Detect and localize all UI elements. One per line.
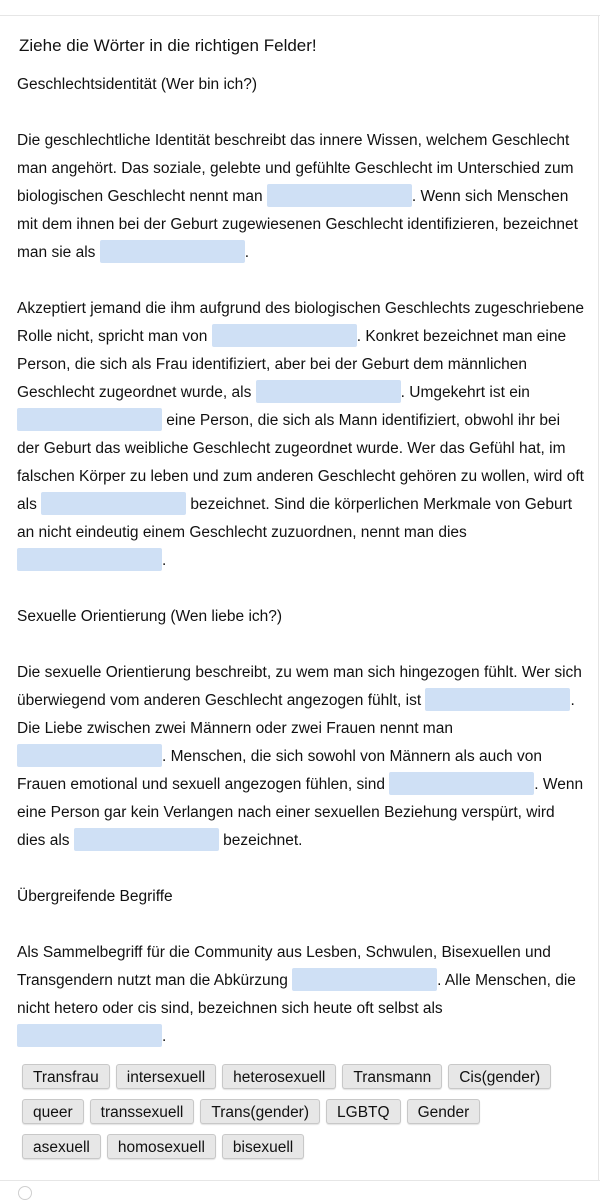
text-segment: . Die Liebe zwischen zwei Männern oder zwei Frauen nennt man <box>17 692 575 737</box>
text-segment: . Menschen, die sich sowohl von Männern als auch von Frauen emotional und sexuell angezogen fühlen, sind <box>17 748 542 793</box>
drop-gap-3[interactable] <box>212 324 357 347</box>
circle-icon <box>18 1186 32 1200</box>
top-border <box>0 0 600 16</box>
word-chip-transgender[interactable]: Trans(gender) <box>200 1099 320 1124</box>
drop-gap-10[interactable] <box>389 772 534 795</box>
drop-gap-13[interactable] <box>17 1024 162 1047</box>
word-chip-lgbtq[interactable]: LGBTQ <box>326 1099 401 1124</box>
word-chip-transmann[interactable]: Transmann <box>342 1064 442 1089</box>
cloze-text <box>17 71 585 1051</box>
page-title: Ziehe die Wörter in die richtigen Felder! <box>19 36 317 55</box>
text-segment: . Konkret bezeichnet man eine Person, die sich als Frau identifiziert, aber bei der Geburt dem männlichen Geschlecht zugeordnet wurde, als <box>17 328 567 401</box>
drop-gap-6[interactable] <box>41 492 186 515</box>
text-segment: bezeichnet. <box>218 832 303 849</box>
text-segment: . Wenn eine Person gar kein Verlangen nach einer sexuellen Beziehung verspürt, wird dies als <box>17 776 584 849</box>
drop-gap-7[interactable] <box>17 548 162 571</box>
drop-gap-11[interactable] <box>74 828 219 851</box>
text-segment: Die sexuelle Orientierung beschreibt, zu wem man sich hingezogen fühlt. Wer sich überwiegend vom anderen Geschlecht angezogen fühlt, ist <box>17 664 582 709</box>
word-chip-homosexuell[interactable]: homosexuell <box>107 1134 216 1159</box>
text-segment: . Wenn sich Menschen mit dem ihnen bei der Geburt zugewiesenen Geschlecht identifizieren, bezeichnet man sie als <box>17 188 578 261</box>
text-segment: bezeichnet. Sind die körperlichen Merkmale von Geburt an nicht eindeutig einem Geschlecht zuzuordnen, nennt man dies <box>17 496 573 541</box>
drop-gap-9[interactable] <box>17 744 162 767</box>
section-heading-orientation: Sexuelle Orientierung (Wen liebe ich?) <box>17 608 283 625</box>
drop-gap-8[interactable] <box>425 688 570 711</box>
text-segment: Die geschlechtliche Identität beschreibt das innere Wissen, welchem Geschlecht man angehört. Das soziale, gelebte und gefühlte Geschlecht im Unterschied zum biologischen Geschlecht nennt man <box>17 132 574 205</box>
paragraph-orientation <box>17 659 585 855</box>
word-chip-gender[interactable]: Gender <box>407 1099 481 1124</box>
word-chip-transfrau[interactable]: Transfrau <box>22 1064 110 1089</box>
bottom-border <box>0 1180 600 1188</box>
text-segment: . Umgekehrt ist ein <box>400 384 530 401</box>
paragraph-identity-2 <box>17 295 585 575</box>
text-segment: . Alle Menschen, die nicht hetero oder cis sind, bezeichnen sich heute oft selbst als <box>17 972 576 1017</box>
drop-gap-1[interactable] <box>267 184 412 207</box>
text-segment: eine Person, die sich als Mann identifiziert, obwohl ihr bei der Geburt das weibliche Geschlecht zugeordnet wurde. Wer das Gefühl hat, im falschen Körper zu leben und zum anderen Geschlecht gehören zu wollen, wird oft als <box>17 412 584 513</box>
drop-gap-2[interactable] <box>100 240 245 263</box>
drop-gap-4[interactable] <box>256 380 401 403</box>
word-bank <box>22 1064 582 1169</box>
drop-gap-12[interactable] <box>292 968 437 991</box>
word-chip-cisgender[interactable]: Cis(gender) <box>448 1064 551 1089</box>
section-heading-identity: Geschlechtsidentität (Wer bin ich?) <box>17 76 258 93</box>
text-segment: . <box>244 244 250 261</box>
drop-gap-5[interactable] <box>17 408 162 431</box>
word-chip-transsexuell[interactable]: transsexuell <box>90 1099 195 1124</box>
text-segment: . <box>162 1028 167 1045</box>
word-chip-intersexuell[interactable]: intersexuell <box>116 1064 216 1089</box>
word-chip-heterosexuell[interactable]: heterosexuell <box>222 1064 336 1089</box>
word-chip-bisexuell[interactable]: bisexuell <box>222 1134 304 1159</box>
paragraph-general <box>17 939 585 1051</box>
text-segment: Akzeptiert jemand die ihm aufgrund des biologischen Geschlechts zugeschriebene Rolle nicht, spricht man von <box>17 300 584 345</box>
text-segment: . <box>162 552 167 569</box>
word-chip-queer[interactable]: queer <box>22 1099 84 1124</box>
word-chip-asexuell[interactable]: asexuell <box>22 1134 101 1159</box>
paragraph-identity-1 <box>17 127 585 267</box>
text-segment: Als Sammelbegriff für die Community aus Lesben, Schwulen, Bisexuellen und Transgendern nutzt man die Abkürzung <box>17 944 551 989</box>
section-heading-general: Übergreifende Begriffe <box>17 888 173 905</box>
